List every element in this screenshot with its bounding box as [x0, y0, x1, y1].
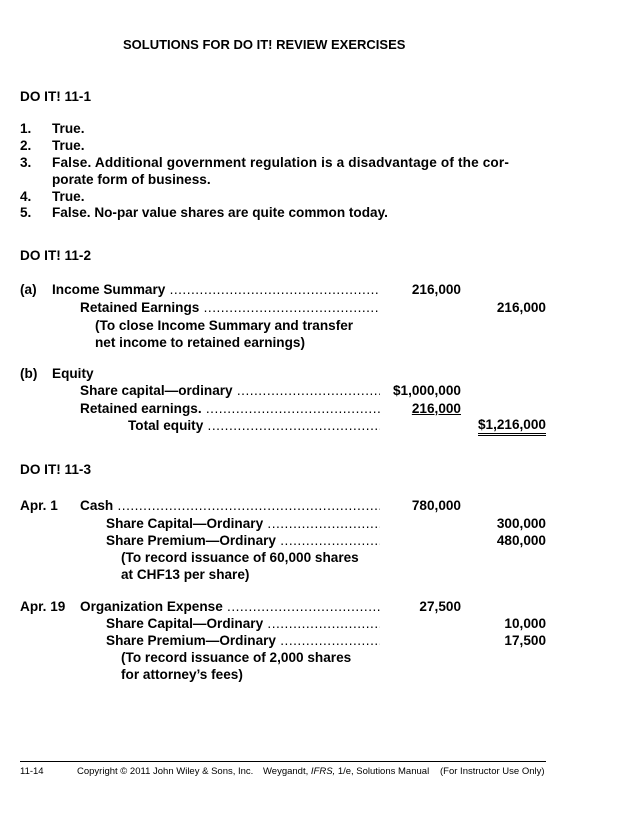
equity-line: Retained earnings. .....	[80, 400, 380, 418]
page-number: 11-14	[20, 766, 44, 777]
debit-amount: 27,500	[419, 599, 461, 614]
credit-amount: 480,000	[496, 533, 546, 548]
equity-amount: 216,000	[411, 401, 461, 416]
credit-amount: 17,500	[504, 633, 546, 648]
journal-explanation: (To record issuance of 2,000 shares	[121, 650, 352, 665]
item-number: 2.	[20, 138, 32, 153]
journal-explanation: (To record issuance of 60,000 shares	[121, 550, 359, 565]
item-text-continued: porate form of business.	[52, 172, 211, 187]
item-text: True.	[52, 189, 85, 204]
item-number: 1.	[20, 121, 32, 136]
item-text: False. No-par value shares are quite common today.	[52, 205, 388, 220]
journal-debit-account: Income Summary .....	[52, 281, 380, 299]
equity-total-label: Total equity .....	[128, 417, 380, 435]
equity-heading: Equity	[52, 366, 94, 381]
page-title: SOLUTIONS FOR DO IT! REVIEW EXERCISES	[123, 37, 406, 52]
item-text: True.	[52, 121, 85, 136]
item-number: 5.	[20, 205, 32, 220]
credit-amount: 10,000	[504, 616, 546, 631]
journal-explanation: (To close Income Summary and transfer	[95, 318, 354, 333]
entry-date: Apr. 1	[20, 498, 58, 513]
journal-credit-account: Share Premium—Ordinary .....	[106, 532, 380, 550]
journal-explanation: at CHF13 per share)	[121, 567, 250, 582]
debit-amount: 216,000	[411, 282, 461, 297]
item-number: 4.	[20, 189, 32, 204]
equity-total-amount: $1,216,000	[478, 417, 546, 436]
section-heading-11-2: DO IT! 11-2	[20, 248, 92, 263]
journal-explanation: net income to retained earnings)	[95, 335, 305, 350]
credit-amount: 300,000	[496, 516, 546, 531]
journal-credit-account: Share Capital—Ordinary .....	[106, 515, 380, 533]
part-label: (b)	[20, 366, 38, 381]
journal-explanation: for attorney’s fees)	[121, 667, 243, 682]
journal-debit-account: Cash .....	[80, 497, 380, 515]
part-label: (a)	[20, 282, 37, 297]
section-heading-11-1: DO IT! 11-1	[20, 89, 92, 104]
item-text: True.	[52, 138, 85, 153]
footer-copyright: Copyright © 2011 John Wiley & Sons, Inc.	[77, 766, 254, 777]
credit-amount: 216,000	[496, 300, 546, 315]
journal-credit-account: Share Capital—Ordinary .....	[106, 615, 380, 633]
footer-divider	[20, 761, 546, 762]
footer-instructor-use: (For Instructor Use Only)	[440, 766, 545, 777]
entry-date: Apr. 19	[20, 599, 66, 614]
journal-credit-account: Retained Earnings .....	[80, 299, 380, 317]
debit-amount: 780,000	[411, 498, 461, 513]
equity-line: Share capital—ordinary .....	[80, 382, 380, 400]
item-text: False. Additional government regulation is a disadvantage of the cor-	[52, 155, 510, 170]
equity-amount: $1,000,000	[392, 383, 461, 398]
footer-book: Weygandt, IFRS, 1/e, Solutions Manual	[263, 766, 430, 777]
section-heading-11-3: DO IT! 11-3	[20, 462, 92, 477]
item-number: 3.	[20, 155, 32, 170]
journal-credit-account: Share Premium—Ordinary .....	[106, 632, 380, 650]
journal-debit-account: Organization Expense .....	[80, 598, 380, 616]
